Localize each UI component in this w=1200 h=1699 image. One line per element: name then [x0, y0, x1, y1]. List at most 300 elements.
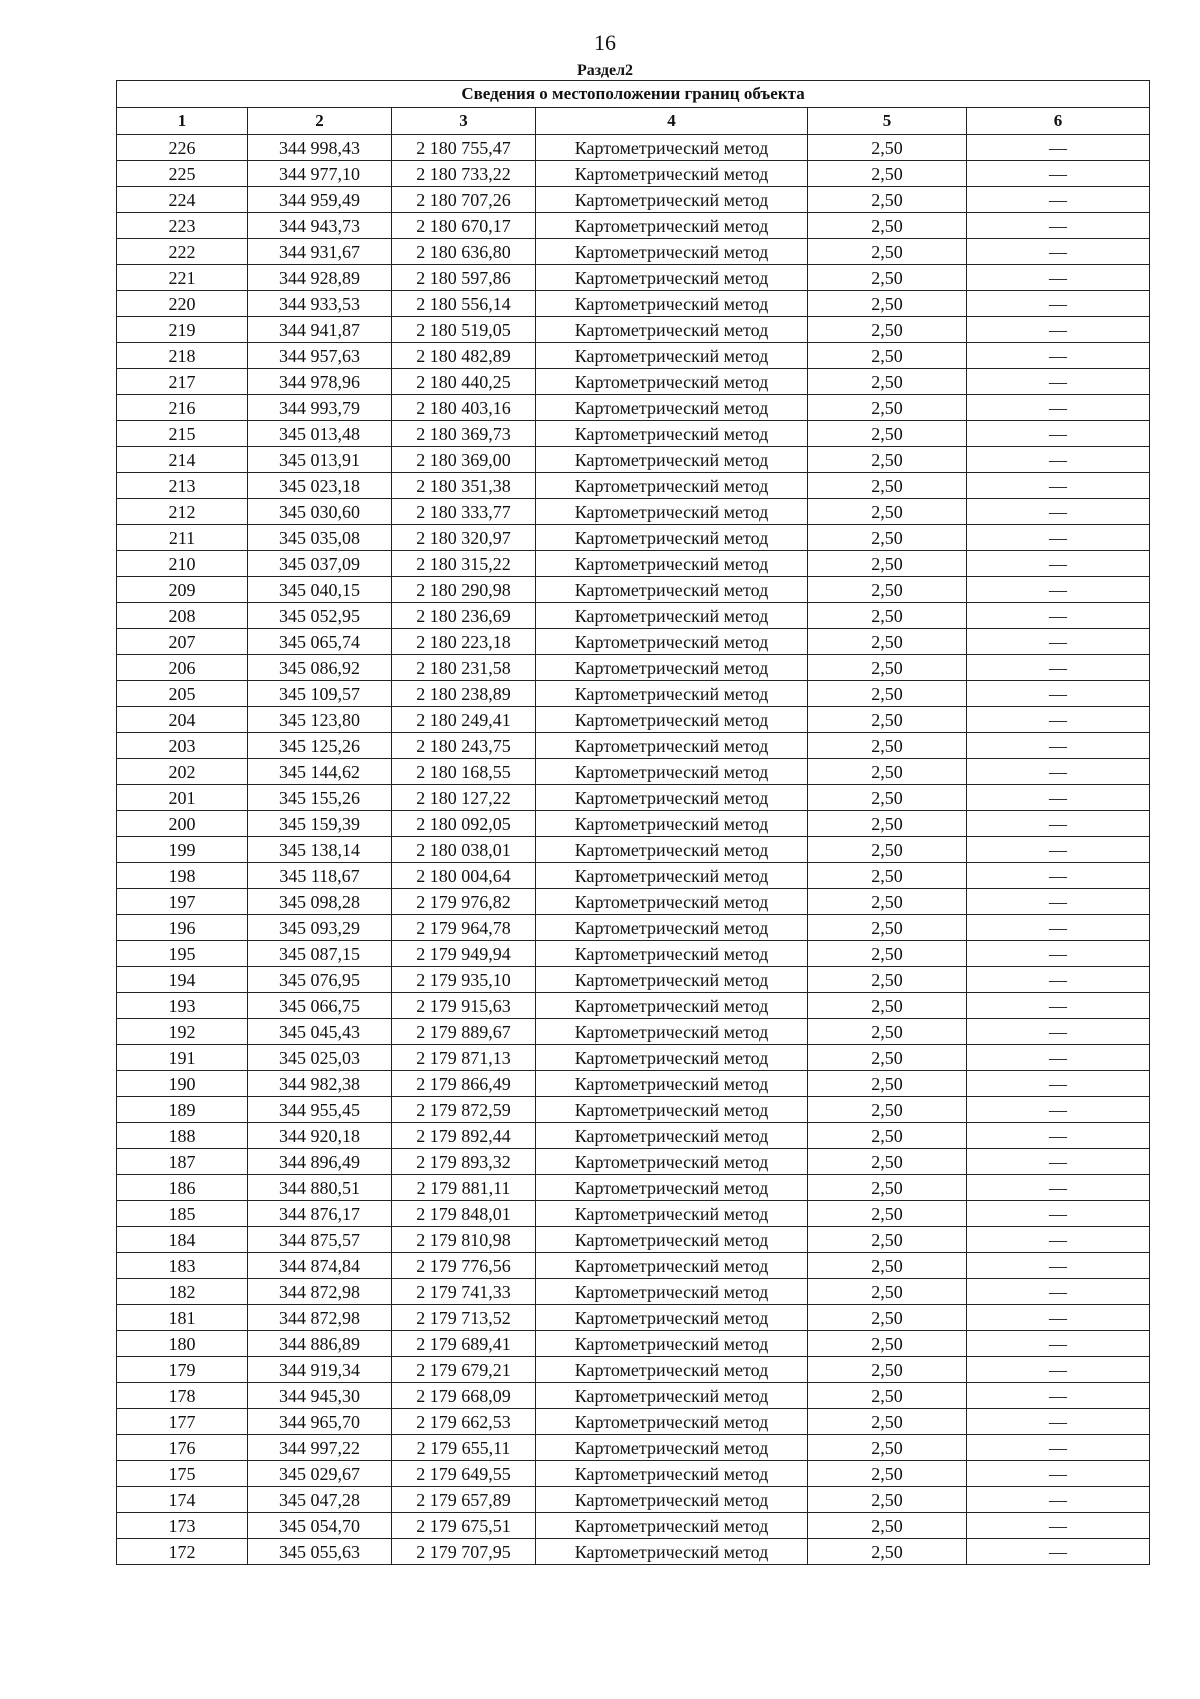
x-coordinate-cell: 345 013,91: [248, 447, 392, 473]
accuracy-cell: 2,50: [808, 889, 967, 915]
description-cell: —: [967, 317, 1150, 343]
y-coordinate-cell: 2 180 597,86: [392, 265, 536, 291]
table-row: [117, 1201, 1150, 1227]
x-coordinate-cell: 345 086,92: [248, 655, 392, 681]
method-cell: Картометрический метод: [536, 863, 808, 889]
point-number-cell: 203: [117, 733, 248, 759]
table-row: [117, 993, 1150, 1019]
method-cell: Картометрический метод: [536, 1175, 808, 1201]
x-coordinate-cell: 344 997,22: [248, 1435, 392, 1461]
table-row: [117, 343, 1150, 369]
method-cell: Картометрический метод: [536, 239, 808, 265]
table-row: [117, 421, 1150, 447]
y-coordinate-cell: 2 180 369,00: [392, 447, 536, 473]
table-row: [117, 1383, 1150, 1409]
accuracy-cell: 2,50: [808, 1201, 967, 1227]
table-row: [117, 759, 1150, 785]
accuracy-cell: 2,50: [808, 343, 967, 369]
point-number-cell: 213: [117, 473, 248, 499]
accuracy-cell: 2,50: [808, 811, 967, 837]
column-number: 5: [808, 108, 967, 135]
point-number-cell: 188: [117, 1123, 248, 1149]
point-number-cell: 198: [117, 863, 248, 889]
accuracy-cell: 2,50: [808, 1279, 967, 1305]
y-coordinate-cell: 2 180 127,22: [392, 785, 536, 811]
table-row: [117, 1045, 1150, 1071]
description-cell: —: [967, 1045, 1150, 1071]
y-coordinate-cell: 2 179 976,82: [392, 889, 536, 915]
point-number-cell: 176: [117, 1435, 248, 1461]
table-row: [117, 135, 1150, 161]
x-coordinate-cell: 345 055,63: [248, 1539, 392, 1565]
table-row: [117, 1227, 1150, 1253]
y-coordinate-cell: 2 179 675,51: [392, 1513, 536, 1539]
y-coordinate-cell: 2 179 689,41: [392, 1331, 536, 1357]
accuracy-cell: 2,50: [808, 1539, 967, 1565]
accuracy-cell: 2,50: [808, 1227, 967, 1253]
column-number: 4: [536, 108, 808, 135]
description-cell: —: [967, 239, 1150, 265]
description-cell: —: [967, 681, 1150, 707]
accuracy-cell: 2,50: [808, 629, 967, 655]
point-number-cell: 184: [117, 1227, 248, 1253]
y-coordinate-cell: 2 180 403,16: [392, 395, 536, 421]
point-number-cell: 177: [117, 1409, 248, 1435]
table-row: [117, 681, 1150, 707]
y-coordinate-cell: 2 179 662,53: [392, 1409, 536, 1435]
x-coordinate-cell: 344 896,49: [248, 1149, 392, 1175]
table-row: [117, 447, 1150, 473]
method-cell: Картометрический метод: [536, 1513, 808, 1539]
x-coordinate-cell: 344 941,87: [248, 317, 392, 343]
table-row: [117, 1513, 1150, 1539]
y-coordinate-cell: 2 179 713,52: [392, 1305, 536, 1331]
accuracy-cell: 2,50: [808, 1175, 967, 1201]
point-number-cell: 192: [117, 1019, 248, 1045]
table-row: [117, 577, 1150, 603]
point-number-cell: 183: [117, 1253, 248, 1279]
y-coordinate-cell: 2 180 092,05: [392, 811, 536, 837]
method-cell: Картометрический метод: [536, 447, 808, 473]
accuracy-cell: 2,50: [808, 525, 967, 551]
point-number-cell: 214: [117, 447, 248, 473]
accuracy-cell: 2,50: [808, 681, 967, 707]
x-coordinate-cell: 344 931,67: [248, 239, 392, 265]
description-cell: —: [967, 915, 1150, 941]
accuracy-cell: 2,50: [808, 447, 967, 473]
x-coordinate-cell: 344 920,18: [248, 1123, 392, 1149]
table-row: [117, 1071, 1150, 1097]
description-cell: —: [967, 291, 1150, 317]
accuracy-cell: 2,50: [808, 655, 967, 681]
method-cell: Картометрический метод: [536, 1227, 808, 1253]
x-coordinate-cell: 345 159,39: [248, 811, 392, 837]
accuracy-cell: 2,50: [808, 213, 967, 239]
table-row: [117, 1409, 1150, 1435]
y-coordinate-cell: 2 180 519,05: [392, 317, 536, 343]
point-number-cell: 179: [117, 1357, 248, 1383]
x-coordinate-cell: 344 965,70: [248, 1409, 392, 1435]
y-coordinate-cell: 2 180 004,64: [392, 863, 536, 889]
x-coordinate-cell: 345 109,57: [248, 681, 392, 707]
method-cell: Картометрический метод: [536, 1045, 808, 1071]
method-cell: Картометрический метод: [536, 811, 808, 837]
y-coordinate-cell: 2 180 670,17: [392, 213, 536, 239]
point-number-cell: 205: [117, 681, 248, 707]
method-cell: Картометрический метод: [536, 577, 808, 603]
method-cell: Картометрический метод: [536, 343, 808, 369]
accuracy-cell: 2,50: [808, 915, 967, 941]
method-cell: Картометрический метод: [536, 655, 808, 681]
y-coordinate-cell: 2 179 649,55: [392, 1461, 536, 1487]
x-coordinate-cell: 345 013,48: [248, 421, 392, 447]
description-cell: —: [967, 525, 1150, 551]
point-number-cell: 201: [117, 785, 248, 811]
accuracy-cell: 2,50: [808, 837, 967, 863]
y-coordinate-cell: 2 180 482,89: [392, 343, 536, 369]
x-coordinate-cell: 344 993,79: [248, 395, 392, 421]
point-number-cell: 218: [117, 343, 248, 369]
section-title: Раздел2: [576, 62, 634, 79]
point-number-cell: 196: [117, 915, 248, 941]
y-coordinate-cell: 2 180 249,41: [392, 707, 536, 733]
description-cell: —: [967, 733, 1150, 759]
table-row: [117, 317, 1150, 343]
x-coordinate-cell: 344 872,98: [248, 1279, 392, 1305]
table-row: [117, 1461, 1150, 1487]
point-number-cell: 223: [117, 213, 248, 239]
point-number-cell: 178: [117, 1383, 248, 1409]
table-row: [117, 395, 1150, 421]
point-number-cell: 221: [117, 265, 248, 291]
y-coordinate-cell: 2 179 872,59: [392, 1097, 536, 1123]
table-body: [117, 135, 1150, 1565]
method-cell: Картометрический метод: [536, 421, 808, 447]
method-cell: Картометрический метод: [536, 213, 808, 239]
y-coordinate-cell: 2 179 893,32: [392, 1149, 536, 1175]
point-number-cell: 197: [117, 889, 248, 915]
x-coordinate-cell: 344 957,63: [248, 343, 392, 369]
page-number: 16: [594, 30, 616, 55]
method-cell: Картометрический метод: [536, 1383, 808, 1409]
description-cell: —: [967, 1461, 1150, 1487]
method-cell: Картометрический метод: [536, 1409, 808, 1435]
description-cell: —: [967, 629, 1150, 655]
description-cell: —: [967, 213, 1150, 239]
x-coordinate-cell: 345 030,60: [248, 499, 392, 525]
x-coordinate-cell: 345 040,15: [248, 577, 392, 603]
accuracy-cell: 2,50: [808, 1149, 967, 1175]
point-number-cell: 185: [117, 1201, 248, 1227]
description-cell: —: [967, 1201, 1150, 1227]
method-cell: Картометрический метод: [536, 525, 808, 551]
description-cell: —: [967, 1357, 1150, 1383]
accuracy-cell: 2,50: [808, 161, 967, 187]
description-cell: —: [967, 1487, 1150, 1513]
method-cell: Картометрический метод: [536, 369, 808, 395]
accuracy-cell: 2,50: [808, 473, 967, 499]
description-cell: —: [967, 187, 1150, 213]
description-cell: —: [967, 759, 1150, 785]
method-cell: Картометрический метод: [536, 1253, 808, 1279]
point-number-cell: 215: [117, 421, 248, 447]
description-cell: —: [967, 369, 1150, 395]
point-number-cell: 217: [117, 369, 248, 395]
table-row: [117, 291, 1150, 317]
table-row: [117, 265, 1150, 291]
description-cell: —: [967, 1071, 1150, 1097]
method-cell: Картометрический метод: [536, 1487, 808, 1513]
table-row: [117, 473, 1150, 499]
point-number-cell: 193: [117, 993, 248, 1019]
x-coordinate-cell: 345 098,28: [248, 889, 392, 915]
y-coordinate-cell: 2 180 231,58: [392, 655, 536, 681]
accuracy-cell: 2,50: [808, 369, 967, 395]
table-row: [117, 889, 1150, 915]
point-number-cell: 226: [117, 135, 248, 161]
description-cell: —: [967, 161, 1150, 187]
x-coordinate-cell: 345 025,03: [248, 1045, 392, 1071]
description-cell: —: [967, 1409, 1150, 1435]
y-coordinate-cell: 2 179 866,49: [392, 1071, 536, 1097]
accuracy-cell: 2,50: [808, 1019, 967, 1045]
description-cell: —: [967, 1279, 1150, 1305]
point-number-cell: 186: [117, 1175, 248, 1201]
point-number-cell: 200: [117, 811, 248, 837]
x-coordinate-cell: 345 087,15: [248, 941, 392, 967]
x-coordinate-cell: 344 919,34: [248, 1357, 392, 1383]
x-coordinate-cell: 345 065,74: [248, 629, 392, 655]
table-row: [117, 369, 1150, 395]
method-cell: Картометрический метод: [536, 603, 808, 629]
point-number-cell: 194: [117, 967, 248, 993]
method-cell: Картометрический метод: [536, 785, 808, 811]
method-cell: Картометрический метод: [536, 1357, 808, 1383]
method-cell: Картометрический метод: [536, 473, 808, 499]
column-number: 2: [248, 108, 392, 135]
method-cell: Картометрический метод: [536, 1149, 808, 1175]
accuracy-cell: 2,50: [808, 1253, 967, 1279]
method-cell: Картометрический метод: [536, 1019, 808, 1045]
accuracy-cell: 2,50: [808, 1409, 967, 1435]
x-coordinate-cell: 345 118,67: [248, 863, 392, 889]
point-number-cell: 207: [117, 629, 248, 655]
table-row: [117, 1097, 1150, 1123]
accuracy-cell: 2,50: [808, 863, 967, 889]
x-coordinate-cell: 344 874,84: [248, 1253, 392, 1279]
point-number-cell: 219: [117, 317, 248, 343]
accuracy-cell: 2,50: [808, 421, 967, 447]
point-number-cell: 182: [117, 1279, 248, 1305]
point-number-cell: 210: [117, 551, 248, 577]
x-coordinate-cell: 345 037,09: [248, 551, 392, 577]
x-coordinate-cell: 345 054,70: [248, 1513, 392, 1539]
y-coordinate-cell: 2 179 679,21: [392, 1357, 536, 1383]
description-cell: —: [967, 577, 1150, 603]
accuracy-cell: 2,50: [808, 187, 967, 213]
method-cell: Картометрический метод: [536, 993, 808, 1019]
method-cell: Картометрический метод: [536, 187, 808, 213]
x-coordinate-cell: 345 035,08: [248, 525, 392, 551]
accuracy-cell: 2,50: [808, 785, 967, 811]
point-number-cell: 225: [117, 161, 248, 187]
description-cell: —: [967, 1019, 1150, 1045]
table-row: [117, 837, 1150, 863]
x-coordinate-cell: 344 959,49: [248, 187, 392, 213]
description-cell: —: [967, 811, 1150, 837]
method-cell: Картометрический метод: [536, 291, 808, 317]
y-coordinate-cell: 2 179 871,13: [392, 1045, 536, 1071]
y-coordinate-cell: 2 180 168,55: [392, 759, 536, 785]
method-cell: Картометрический метод: [536, 1201, 808, 1227]
method-cell: Картометрический метод: [536, 317, 808, 343]
method-cell: Картометрический метод: [536, 265, 808, 291]
table-row: [117, 629, 1150, 655]
method-cell: Картометрический метод: [536, 629, 808, 655]
point-number-cell: 204: [117, 707, 248, 733]
table-row: [117, 733, 1150, 759]
description-cell: —: [967, 551, 1150, 577]
y-coordinate-cell: 2 179 776,56: [392, 1253, 536, 1279]
table-row: [117, 239, 1150, 265]
method-cell: Картометрический метод: [536, 1071, 808, 1097]
accuracy-cell: 2,50: [808, 1435, 967, 1461]
y-coordinate-cell: 2 179 655,11: [392, 1435, 536, 1461]
description-cell: —: [967, 1435, 1150, 1461]
description-cell: —: [967, 1253, 1150, 1279]
description-cell: —: [967, 1097, 1150, 1123]
point-number-cell: 195: [117, 941, 248, 967]
x-coordinate-cell: 345 144,62: [248, 759, 392, 785]
table-row: [117, 1175, 1150, 1201]
method-cell: Картометрический метод: [536, 395, 808, 421]
x-coordinate-cell: 345 047,28: [248, 1487, 392, 1513]
point-number-cell: 191: [117, 1045, 248, 1071]
y-coordinate-cell: 2 180 333,77: [392, 499, 536, 525]
table-row: [117, 863, 1150, 889]
method-cell: Картометрический метод: [536, 1461, 808, 1487]
description-cell: —: [967, 941, 1150, 967]
accuracy-cell: 2,50: [808, 1305, 967, 1331]
accuracy-cell: 2,50: [808, 941, 967, 967]
y-coordinate-cell: 2 180 755,47: [392, 135, 536, 161]
x-coordinate-cell: 345 052,95: [248, 603, 392, 629]
accuracy-cell: 2,50: [808, 265, 967, 291]
description-cell: —: [967, 499, 1150, 525]
y-coordinate-cell: 2 180 223,18: [392, 629, 536, 655]
y-coordinate-cell: 2 180 733,22: [392, 161, 536, 187]
description-cell: —: [967, 265, 1150, 291]
table-row: [117, 967, 1150, 993]
accuracy-cell: 2,50: [808, 1331, 967, 1357]
description-cell: —: [967, 785, 1150, 811]
table-row: [117, 1539, 1150, 1565]
x-coordinate-cell: 344 998,43: [248, 135, 392, 161]
accuracy-cell: 2,50: [808, 1357, 967, 1383]
method-cell: Картометрический метод: [536, 161, 808, 187]
table-row: [117, 213, 1150, 239]
table-row: [117, 1305, 1150, 1331]
point-number-cell: 172: [117, 1539, 248, 1565]
y-coordinate-cell: 2 179 915,63: [392, 993, 536, 1019]
point-number-cell: 206: [117, 655, 248, 681]
method-cell: Картометрический метод: [536, 733, 808, 759]
accuracy-cell: 2,50: [808, 1123, 967, 1149]
y-coordinate-cell: 2 180 369,73: [392, 421, 536, 447]
y-coordinate-cell: 2 179 707,95: [392, 1539, 536, 1565]
description-cell: —: [967, 1123, 1150, 1149]
description-cell: —: [967, 135, 1150, 161]
x-coordinate-cell: 344 875,57: [248, 1227, 392, 1253]
point-number-cell: 190: [117, 1071, 248, 1097]
table-row: [117, 915, 1150, 941]
column-number: 1: [117, 108, 248, 135]
accuracy-cell: 2,50: [808, 395, 967, 421]
accuracy-cell: 2,50: [808, 499, 967, 525]
y-coordinate-cell: 2 180 707,26: [392, 187, 536, 213]
x-coordinate-cell: 345 138,14: [248, 837, 392, 863]
x-coordinate-cell: 344 928,89: [248, 265, 392, 291]
table-row: [117, 525, 1150, 551]
table-row: [117, 941, 1150, 967]
method-cell: Картометрический метод: [536, 707, 808, 733]
method-cell: Картометрический метод: [536, 551, 808, 577]
x-coordinate-cell: 344 886,89: [248, 1331, 392, 1357]
y-coordinate-cell: 2 180 351,38: [392, 473, 536, 499]
point-number-cell: 181: [117, 1305, 248, 1331]
table-row: [117, 1435, 1150, 1461]
table-caption: Сведения о местоположении границ объекта: [117, 81, 1150, 108]
accuracy-cell: 2,50: [808, 135, 967, 161]
y-coordinate-cell: 2 180 440,25: [392, 369, 536, 395]
x-coordinate-cell: 345 093,29: [248, 915, 392, 941]
table-row: [117, 551, 1150, 577]
description-cell: —: [967, 993, 1150, 1019]
method-cell: Картометрический метод: [536, 759, 808, 785]
y-coordinate-cell: 2 180 038,01: [392, 837, 536, 863]
method-cell: Картометрический метод: [536, 499, 808, 525]
method-cell: Картометрический метод: [536, 681, 808, 707]
method-cell: Картометрический метод: [536, 1305, 808, 1331]
x-coordinate-cell: 345 125,26: [248, 733, 392, 759]
description-cell: —: [967, 707, 1150, 733]
method-cell: Картометрический метод: [536, 837, 808, 863]
description-cell: —: [967, 863, 1150, 889]
point-number-cell: 174: [117, 1487, 248, 1513]
point-number-cell: 180: [117, 1331, 248, 1357]
point-number-cell: 202: [117, 759, 248, 785]
table-row: [117, 811, 1150, 837]
point-number-cell: 212: [117, 499, 248, 525]
x-coordinate-cell: 344 872,98: [248, 1305, 392, 1331]
y-coordinate-cell: 2 180 243,75: [392, 733, 536, 759]
table-row: [117, 785, 1150, 811]
table-row: [117, 1019, 1150, 1045]
point-number-cell: 222: [117, 239, 248, 265]
point-number-cell: 209: [117, 577, 248, 603]
y-coordinate-cell: 2 180 315,22: [392, 551, 536, 577]
table-row: [117, 161, 1150, 187]
y-coordinate-cell: 2 180 636,80: [392, 239, 536, 265]
description-cell: —: [967, 1513, 1150, 1539]
x-coordinate-cell: 344 943,73: [248, 213, 392, 239]
accuracy-cell: 2,50: [808, 317, 967, 343]
y-coordinate-cell: 2 179 949,94: [392, 941, 536, 967]
table-row: [117, 1357, 1150, 1383]
y-coordinate-cell: 2 180 238,89: [392, 681, 536, 707]
point-number-cell: 173: [117, 1513, 248, 1539]
x-coordinate-cell: 345 023,18: [248, 473, 392, 499]
